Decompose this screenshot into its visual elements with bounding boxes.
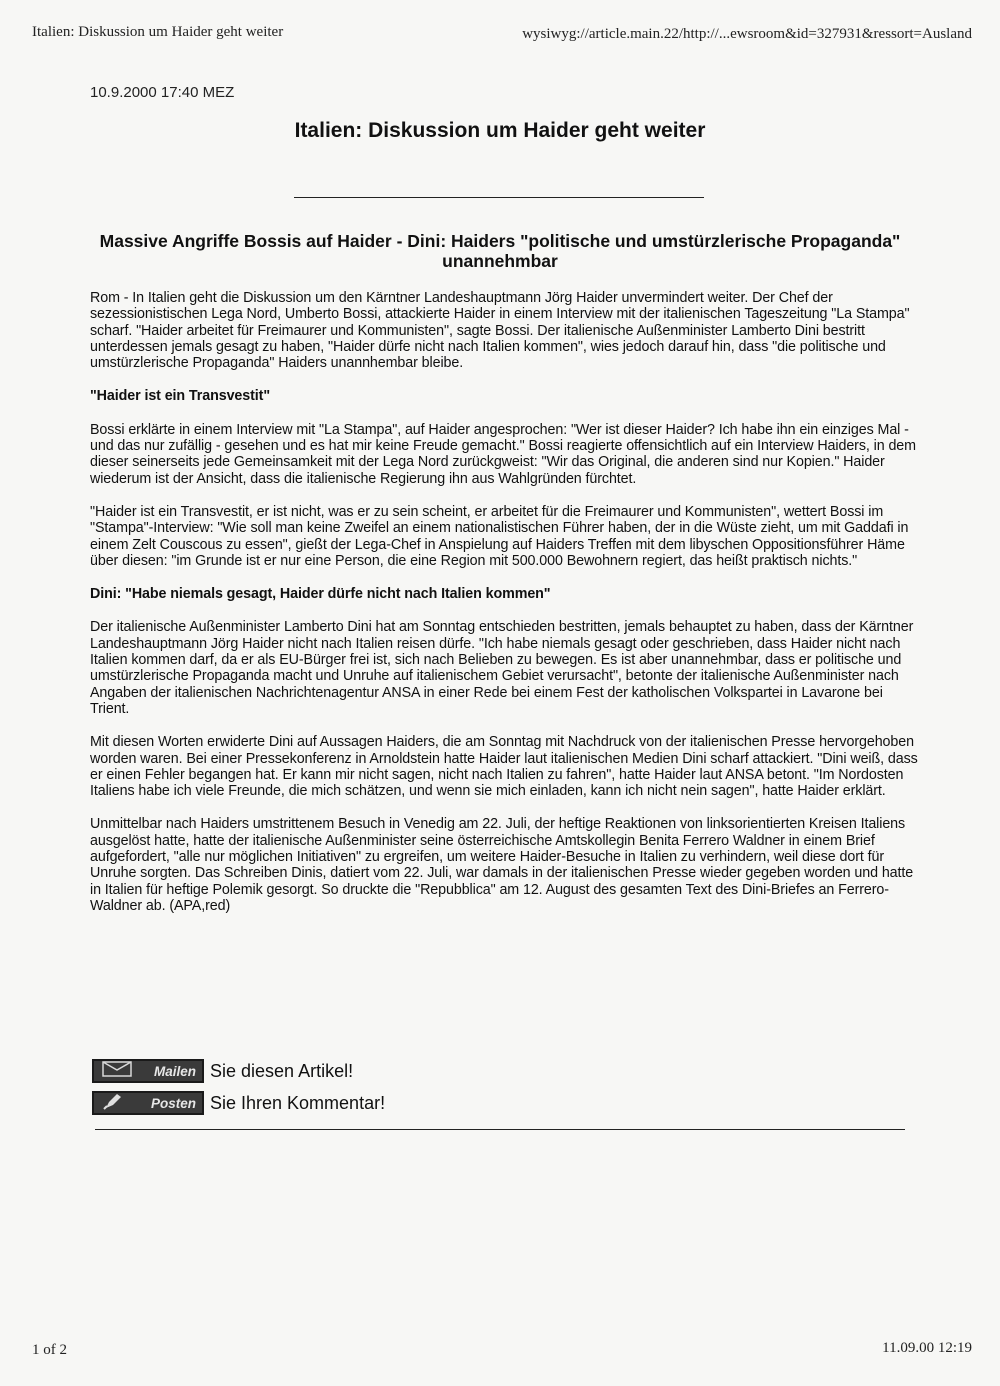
article-paragraph: Mit diesen Worten erwiderte Dini auf Aussagen Haiders, die am Sonntag mit Nachdruck von der italienischen Presse hervorgehoben worden waren. Bei einer Pressekonferenz in Arnoldstein hatte Haider laut italienischen Medien Dini scharf attackiert. "Dini weiß, dass er einen Fehler begangen hat. Er kann mir nicht sagen, nicht nach Italien zu fahren", hatte Haider laut ANSA betont. "Im Nordosten Italiens habe ich viele Freunde, die mich schätzen, und wenn sie mich einladen, kann ich nicht nein sagen", hatte Haider erklärt. [90,734,918,800]
article-body [90,290,920,931]
print-header-title: Italien: Diskussion um Haider geht weiter [32,24,284,40]
mail-article-text: Sie diesen Artikel! [210,1060,354,1081]
mail-article-row [92,1059,353,1083]
article-subheading: "Haider ist ein Transvestit" [90,388,271,405]
article-paragraph: Der italienische Außenminister Lamberto Dini hat am Sonntag entschieden bestritten, jemals behauptet zu haben, dass der Kärntner Landeshauptmann Jörg Haider nicht nach Italien reisen dürfe. "Ich habe niemals gesagt oder geschrieben, dass Haider nicht nach Italien kommen darf, da er als EU-Bürger frei ist, sich nach Belieben zu bewegen. Es ist aber unannehmbar, dass er politische und umstürzlerische Propaganda macht und Unruhe auf italienischem Gebiet verursacht", betonte der italienische Außenminister nach Angaben der italienischen Nachrichtenagentur ANSA in einer Rede bei einem Fest der katholischen Volkspartei in Lavarone bei Trient. [90,619,914,717]
title-divider [294,197,704,198]
print-footer-timestamp: 11.09.00 12:19 [882,1340,972,1356]
article-paragraph: Bossi erklärte in einem Interview mit "La Stampa", auf Haider angesprochen: "Wer ist dieser Haider? Ich habe ihn ein einziges Mal - und das nur zufällig - gesehen und es hat mir keine Freude gemacht." Bossi reagierte offensichtlich auf ein Interview Haiders, in dem dieser seinerseits jede Gemeinsamkeit mit der Lega Nord zurückgweist: "Wir das Original, die anderen sind nur Kopien." Haider wiederum ist der Ansicht, dass die italienische Regierung ihn aus Wahlgründen fürchtet. [90,421,916,487]
post-comment-row [92,1091,385,1115]
article-dateline: 10.9.2000 17:40 MEZ [90,84,235,101]
article-subtitle: Massive Angriffe Bossis auf Haider - Dini: Haiders "politische und umstürzlerische Propaganda" unannehmbar [99,231,901,271]
pen-icon [102,1092,124,1115]
bottom-divider [95,1129,905,1130]
article-paragraph: Unmittelbar nach Haiders umstrittenem Besuch in Venedig am 22. Juli, der heftige Reaktionen von linksorientierten Kreisen Italiens ausgelöst hatte, hatte der italienische Außenminister seine österreichische Amtskollegin Benita Ferrero Waldner in einem Brief aufgefordert, "alle nur möglichen Initiativen" zu ergreifen, um weitere Haider-Besuche in Italien zu verhindern, weil diese dort für Unruhe sorgten. Das Schreiben Dinis, datiert vom 22. Juli, war damals in der italienischen Presse wieder gegeben worden und hatte in Italien für heftige Polemik gesorgt. So druckte die "Repubblica" am 12. August des gesamten Text des Dini-Briefes an Ferrero-Waldner ab. (APA,red) [90,816,914,914]
post-button-label: Posten [150,1095,196,1111]
mail-article-button[interactable] [92,1059,204,1083]
article-paragraph: "Haider ist ein Transvestit, er ist nicht, was er zu sein scheint, er arbeitet für die Freimaurer und Kommunisten", wettert Bossi im "Stampa"-Interview: "Wie soll man keine Zweifel an einem nationalistischen Führer haben, der in die Wüste zieht, um mit Gaddafi in einem Zelt Couscous zu essen", gießt der Lega-Chef in Anspielung auf Haiders Treffen mit dem libyschen Oppositionsführer Häme über diesen: "im Grunde ist er nur eine Person, die eine Region mit 500.000 Bewohnern regiert, das heißt praktisch nichts." [90,503,909,569]
envelope-icon [102,1061,132,1082]
article-paragraph: Rom - In Italien geht die Diskussion um den Kärntner Landeshauptmann Jörg Haider unvermindert weiter. Der Chef der sezessionistischen Lega Nord, Umberto Bossi, attackierte Haider in einem Interview mit der italienischen Tageszeitung "La Stampa" scharf. "Haider arbeitet für Freimaurer und Kommunisten", sagte Bossi. Der italienische Außenminister Lamberto Dini bestritt unterdessen jemals gesagt zu haben, "Haider dürfe nicht nach Italien kommen", wies jedoch darauf hin, dass "die politische und umstürzlerische Propaganda" Haiders unannhembar bleibe. [90,290,910,372]
article-subheading: Dini: "Habe niemals gesagt, Haider dürfe nicht nach Italien kommen" [90,586,551,603]
post-comment-button[interactable] [92,1091,204,1115]
page-title: Italien: Diskussion um Haider geht weiter [294,119,706,142]
mail-button-label: Mailen [153,1063,196,1079]
post-comment-text: Sie Ihren Kommentar! [210,1092,386,1113]
print-header-url: wysiwyg://article.main.22/http://...ewsroom&id=327931&ressort=Ausland [522,26,972,42]
print-footer-page: 1 of 2 [32,1342,67,1358]
